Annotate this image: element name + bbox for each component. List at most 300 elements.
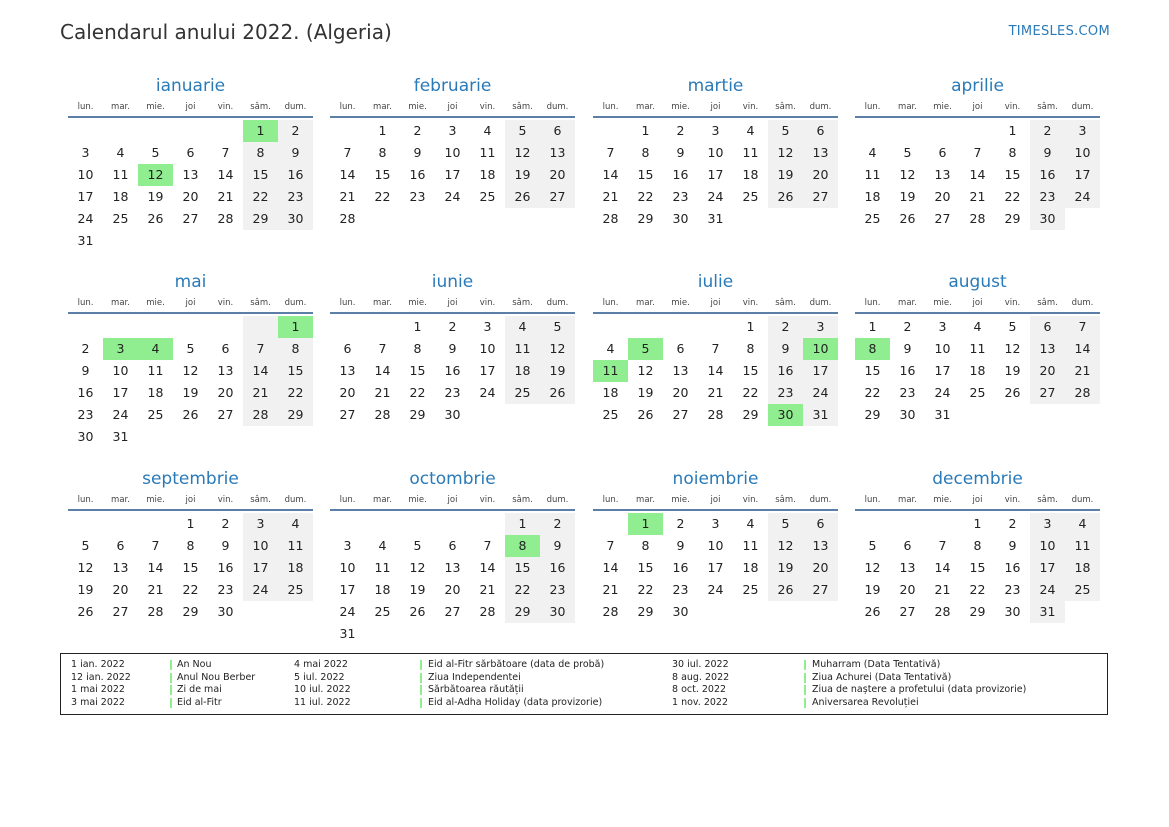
day-grid [593,513,838,623]
day-cell: 24 [934,385,951,400]
day-cell: 18 [374,582,391,597]
empty-cell [768,208,803,230]
empty-cell [470,623,505,645]
day-cell: 29 [409,407,426,422]
day-cell: 21 [217,189,234,204]
day-cell: 13 [899,560,916,575]
day-cell: 8 [505,535,540,557]
day-cell: 14 [602,560,619,575]
day-cell: 30 [444,407,461,422]
day-cell: 27 [112,604,129,619]
day-cell: 15 [1004,167,1021,182]
day-cell: 18 [742,560,759,575]
day-cell: 14 [243,360,278,382]
empty-cell [68,513,103,535]
day-cell: 22 [637,189,654,204]
day-grid [68,316,313,448]
day-grid [68,120,313,252]
month-name: aprilie [951,76,1004,96]
day-cell: 10 [243,535,278,557]
empty-cell [400,208,435,230]
legend-holiday-name: Ziua Achurei (Data Tentativă) [812,671,952,683]
day-cell: 8 [378,145,387,160]
day-cell: 18 [505,360,540,382]
day-cell: 14 [374,363,391,378]
day-cell: 23 [278,186,313,208]
weekday-label: joi [710,298,721,308]
day-cell: 22 [243,186,278,208]
weekday-label: mie. [146,102,165,112]
day-cell: 7 [151,538,160,553]
day-cell: 25 [864,211,881,226]
day-cell: 1 [186,516,195,531]
empty-cell [855,120,890,142]
weekday-label: mie. [671,102,690,112]
day-cell: 20 [803,164,838,186]
weekday-header [593,492,838,508]
brand-link[interactable]: TIMESLES.COM [1008,24,1110,39]
day-cell: 12 [768,535,803,557]
weekday-label: sâm. [775,298,796,308]
empty-cell [138,513,173,535]
day-cell: 24 [444,189,461,204]
empty-cell [698,601,733,623]
legend-marker [804,673,806,683]
day-cell: 31 [707,211,724,226]
day-cell: 1 [378,123,387,138]
day-cell: 21 [374,385,391,400]
day-cell: 5 [505,120,540,142]
day-grid [855,316,1100,426]
weekday-label: joi [185,298,196,308]
day-cell: 19 [637,385,654,400]
day-cell: 11 [1065,535,1100,557]
weekday-label: mar. [636,495,655,505]
day-cell: 15 [637,167,654,182]
day-cell: 7 [606,538,615,553]
empty-cell [925,513,960,535]
legend-holiday-name: Sărbătoarea răutății [428,684,524,695]
day-cell: 12 [138,164,173,186]
empty-cell [1030,404,1065,426]
legend-date: 30 iul. 2022 [672,659,729,670]
day-cell: 23 [409,189,426,204]
empty-cell [138,120,173,142]
legend-date: 8 oct. 2022 [672,684,727,695]
day-cell: 30 [77,429,94,444]
day-cell: 23 [1004,582,1021,597]
empty-cell [68,120,103,142]
empty-cell [540,404,575,426]
day-cell: 10 [1030,535,1065,557]
month-name: septembrie [142,469,239,489]
weekday-label: lun. [77,102,94,112]
month-name: mai [174,272,207,292]
weekday-label: lun. [339,102,356,112]
empty-cell [960,404,995,426]
weekday-label: lun. [864,298,881,308]
day-cell: 13 [934,167,951,182]
day-cell: 6 [448,538,457,553]
day-cell: 16 [278,164,313,186]
legend-date: 8 aug. 2022 [672,671,730,683]
day-cell: 14 [707,363,724,378]
day-cell: 25 [479,189,496,204]
empty-cell [330,513,365,535]
day-cell: 7 [938,538,947,553]
day-cell: 13 [112,560,129,575]
day-cell: 8 [746,341,755,356]
day-cell: 31 [112,429,129,444]
month-septembrie [68,467,313,623]
day-cell: 14 [479,560,496,575]
day-grid [855,513,1100,623]
day-cell: 8 [186,538,195,553]
day-cell: 7 [378,341,387,356]
day-grid [330,316,575,426]
empty-cell [68,316,103,338]
empty-cell [278,230,313,252]
legend-holiday-name: Eid al-Adha Holiday (data provizorie) [428,696,603,708]
day-cell: 30 [278,208,313,230]
day-cell: 1 [278,316,313,338]
day-cell: 4 [278,513,313,535]
day-cell: 29 [637,604,654,619]
empty-cell [243,230,278,252]
day-cell: 12 [1004,341,1021,356]
day-cell: 6 [903,538,912,553]
day-cell: 11 [374,560,391,575]
empty-cell [505,623,540,645]
day-cell: 19 [540,360,575,382]
weekday-label: vin. [479,298,496,308]
empty-cell [208,316,243,338]
day-cell: 6 [343,341,352,356]
day-cell: 30 [672,211,689,226]
empty-cell [103,316,138,338]
day-cell: 29 [278,404,313,426]
day-cell: 12 [77,560,94,575]
day-cell: 15 [637,560,654,575]
weekday-label: lun. [864,495,881,505]
empty-cell [925,120,960,142]
month-divider [855,116,1100,118]
empty-cell [1065,404,1100,426]
weekday-label: mar. [111,102,130,112]
weekday-label: dum. [1071,102,1094,112]
weekday-header [593,295,838,311]
day-cell: 3 [243,513,278,535]
day-cell: 15 [374,167,391,182]
month-ianuarie [68,74,313,252]
weekday-label: mar. [373,102,392,112]
empty-cell [1065,601,1100,623]
day-cell: 5 [81,538,90,553]
month-divider [593,509,838,511]
day-cell: 20 [803,557,838,579]
day-cell: 9 [768,338,803,360]
day-cell: 12 [409,560,426,575]
weekday-label: dum. [809,102,832,112]
day-cell: 22 [374,189,391,204]
day-cell: 5 [1008,319,1017,334]
empty-cell [365,316,400,338]
weekday-label: dum. [284,495,307,505]
weekday-label: dum. [546,298,569,308]
day-cell: 1 [746,319,755,334]
weekday-label: lun. [77,495,94,505]
weekday-label: joi [447,495,458,505]
day-cell: 3 [711,516,720,531]
day-cell: 29 [505,601,540,623]
day-cell: 21 [1065,360,1100,382]
day-cell: 13 [339,363,356,378]
day-cell: 4 [378,538,387,553]
month-divider [68,116,313,118]
day-cell: 26 [899,211,916,226]
weekday-label: dum. [1071,298,1094,308]
day-cell: 24 [803,382,838,404]
day-cell: 22 [969,582,986,597]
day-cell: 20 [217,385,234,400]
day-cell: 1 [505,513,540,535]
day-cell: 3 [103,338,138,360]
day-cell: 10 [479,341,496,356]
day-cell: 6 [540,120,575,142]
day-cell: 4 [606,341,615,356]
legend-holiday-name: Ziua de naștere a profetului (data provizorie) [812,684,1027,695]
day-cell: 26 [768,186,803,208]
day-cell: 27 [803,579,838,601]
day-cell: 22 [742,385,759,400]
day-cell: 27 [672,407,689,422]
day-cell: 17 [707,167,724,182]
day-cell: 24 [77,211,94,226]
month-divider [330,312,575,314]
empty-cell [470,208,505,230]
day-cell: 12 [637,363,654,378]
day-cell: 20 [112,582,129,597]
month-iunie [330,270,575,426]
day-cell: 17 [243,557,278,579]
day-cell: 2 [221,516,230,531]
day-cell: 19 [1004,363,1021,378]
day-cell: 2 [540,513,575,535]
day-cell: 6 [803,513,838,535]
empty-cell [208,426,243,448]
month-name: iunie [431,272,474,292]
day-cell: 25 [505,382,540,404]
day-cell: 11 [505,338,540,360]
legend-marker [170,685,172,695]
day-cell: 25 [602,407,619,422]
weekday-label: lun. [339,495,356,505]
day-cell: 21 [602,582,619,597]
day-cell: 25 [278,579,313,601]
day-cell: 6 [803,120,838,142]
weekday-header [330,295,575,311]
day-cell: 18 [112,189,129,204]
day-cell: 3 [483,319,492,334]
month-name: octombrie [409,469,496,489]
month-divider [855,312,1100,314]
day-cell: 26 [409,604,426,619]
legend-date: 1 mai 2022 [71,684,125,695]
day-cell: 26 [637,407,654,422]
day-cell: 23 [77,407,94,422]
day-cell: 21 [707,385,724,400]
day-cell: 26 [505,186,540,208]
empty-cell [505,404,540,426]
empty-cell [278,601,313,623]
empty-cell [995,404,1030,426]
day-cell: 24 [707,189,724,204]
day-cell: 23 [672,582,689,597]
day-cell: 7 [221,145,230,160]
day-cell: 17 [1065,164,1100,186]
day-cell: 27 [444,604,461,619]
day-cell: 9 [903,341,912,356]
day-cell: 16 [217,560,234,575]
day-cell: 12 [540,338,575,360]
empty-cell [103,230,138,252]
day-cell: 28 [707,407,724,422]
legend-marker [170,698,172,708]
day-cell: 7 [343,145,352,160]
empty-cell [400,623,435,645]
day-cell: 28 [602,604,619,619]
weekday-label: lun. [864,102,881,112]
month-name: decembrie [932,469,1023,489]
legend-date: 4 mai 2022 [294,659,348,670]
legend-marker [804,685,806,695]
day-cell: 27 [217,407,234,422]
empty-cell [103,513,138,535]
day-cell: 2 [676,516,685,531]
day-cell: 19 [182,385,199,400]
day-cell: 3 [711,123,720,138]
month-mai [68,270,313,448]
day-cell: 1 [1008,123,1017,138]
day-cell: 7 [483,538,492,553]
day-cell: 8 [243,142,278,164]
day-cell: 10 [934,341,951,356]
weekday-header [68,99,313,115]
day-cell: 17 [444,167,461,182]
legend-date: 12 ian. 2022 [71,671,131,683]
day-cell: 16 [540,557,575,579]
empty-cell [855,513,890,535]
day-cell: 15 [742,363,759,378]
day-grid [330,120,575,230]
day-cell: 25 [112,211,129,226]
month-februarie [330,74,575,230]
day-cell: 28 [217,211,234,226]
day-cell: 2 [1030,120,1065,142]
day-cell: 20 [934,189,951,204]
weekday-label: dum. [284,298,307,308]
day-cell: 14 [1065,338,1100,360]
day-cell: 9 [278,142,313,164]
legend-marker [420,673,422,683]
day-cell: 9 [221,538,230,553]
day-cell: 14 [602,167,619,182]
day-cell: 20 [339,385,356,400]
weekday-label: vin. [742,495,759,505]
weekday-label: dum. [809,298,832,308]
day-cell: 10 [77,167,94,182]
weekday-header [330,492,575,508]
day-cell: 17 [77,189,94,204]
weekday-label: joi [972,495,983,505]
day-cell: 1 [641,123,650,138]
day-cell: 12 [864,560,881,575]
empty-cell [365,513,400,535]
legend-holiday-name: Muharram (Data Tentativă) [812,659,941,670]
day-cell: 3 [938,319,947,334]
day-cell: 26 [540,382,575,404]
day-cell: 23 [1030,186,1065,208]
weekday-label: vin. [479,102,496,112]
day-cell: 30 [1030,208,1065,230]
day-cell: 16 [672,560,689,575]
day-cell: 20 [899,582,916,597]
day-cell: 19 [77,582,94,597]
weekday-label: sâm. [1037,495,1058,505]
day-cell: 14 [969,167,986,182]
day-cell: 28 [243,404,278,426]
day-cell: 18 [278,557,313,579]
empty-cell [435,513,470,535]
day-cell: 10 [707,538,724,553]
day-cell: 17 [803,360,838,382]
holiday-legend [60,653,1108,715]
day-cell: 15 [182,560,199,575]
day-cell: 27 [339,407,356,422]
day-cell: 5 [413,538,422,553]
weekday-label: mie. [146,495,165,505]
day-cell: 6 [116,538,125,553]
day-cell: 31 [934,407,951,422]
day-cell: 30 [540,601,575,623]
weekday-label: joi [185,495,196,505]
day-cell: 14 [217,167,234,182]
empty-cell [663,316,698,338]
day-cell: 22 [182,582,199,597]
day-cell: 10 [707,145,724,160]
empty-cell [470,404,505,426]
day-cell: 13 [1030,338,1065,360]
day-cell: 26 [147,211,164,226]
day-cell: 2 [413,123,422,138]
weekday-label: mie. [408,102,427,112]
weekday-header [855,492,1100,508]
empty-cell [365,208,400,230]
day-cell: 26 [1004,385,1021,400]
weekday-label: mar. [111,298,130,308]
day-cell: 15 [505,557,540,579]
day-cell: 8 [413,341,422,356]
day-cell: 19 [505,164,540,186]
weekday-header [330,99,575,115]
weekday-label: joi [447,102,458,112]
day-cell: 29 [182,604,199,619]
empty-cell [733,208,768,230]
empty-cell [173,120,208,142]
day-cell: 23 [444,385,461,400]
day-cell: 9 [1030,142,1065,164]
weekday-label: joi [972,102,983,112]
